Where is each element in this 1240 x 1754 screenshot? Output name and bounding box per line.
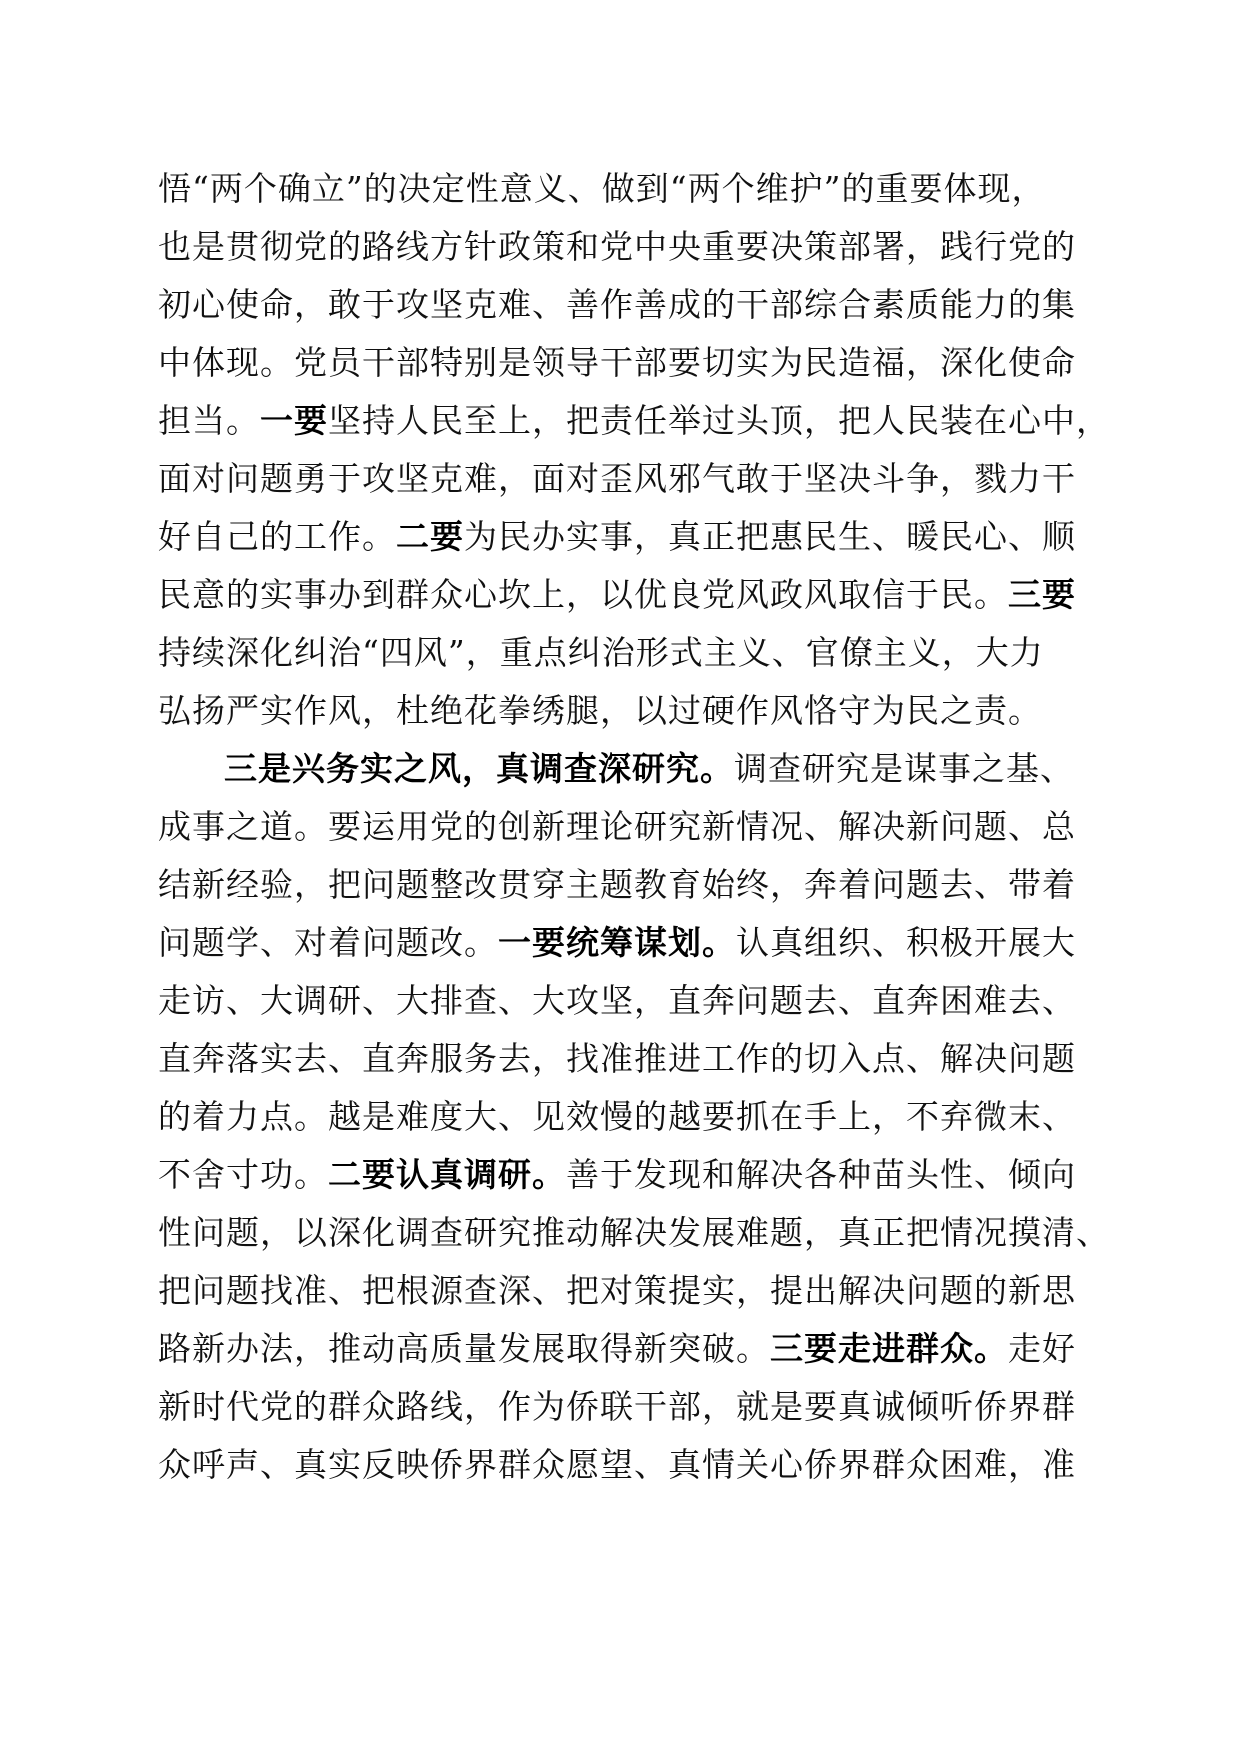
text-line <box>158 276 1078 334</box>
text-run: 民意的实事办到群众心坎上，以优良党风政风取信于民。 <box>158 575 1008 614</box>
text-run: 悟“两个确立”的决定性意义、做到“两个维护”的重要体现， <box>158 169 1046 208</box>
text-run: 中体现。党员干部特别是领导干部要切实为民造福，深化使命 <box>158 343 1076 382</box>
text-line <box>158 1320 1078 1378</box>
text-run: 性问题，以深化调查研究推动解决发展难题，真正把情况摸清、 <box>158 1213 1110 1252</box>
text-run: 担当。 <box>158 401 260 440</box>
text-run: 坚持人民至上，把责任举过头顶，把人民装在心中， <box>328 401 1110 440</box>
text-run: 新时代党的群众路线，作为侨联干部，就是要真诚倾听侨界群 <box>158 1387 1076 1426</box>
paragraph-2 <box>158 740 1110 1494</box>
text-run: 也是贯彻党的路线方针政策和党中央重要决策部署，践行党的 <box>158 227 1076 266</box>
text-line <box>158 392 1110 450</box>
bold-keyword: 三要 <box>1008 575 1076 614</box>
text-run: 成事之道。要运用党的创新理论研究新情况、解决新问题、总 <box>158 807 1076 846</box>
text-line <box>158 624 1078 682</box>
text-line <box>158 160 1078 218</box>
document-body <box>158 160 1110 1494</box>
text-line <box>158 856 1078 914</box>
text-run: 问题学、对着问题改。 <box>158 923 498 962</box>
text-run: 走访、大调研、大排查、大攻坚，直奔问题去、直奔困难去、 <box>158 981 1076 1020</box>
text-line <box>158 798 1078 856</box>
text-run: 调查研究是谋事之基、 <box>734 749 1074 788</box>
text-run: 把问题找准、把根源查深、把对策提实，提出解决问题的新思 <box>158 1271 1076 1310</box>
text-run: 面对问题勇于攻坚克难，面对歪风邪气敢于坚决斗争，戮力干 <box>158 459 1076 498</box>
text-line <box>158 1146 1078 1204</box>
text-run: 善于发现和解决各种苗头性、倾向 <box>566 1155 1076 1194</box>
text-run: 的着力点。越是难度大、见效慢的越要抓在手上，不弃微末、 <box>158 1097 1076 1136</box>
text-run: 结新经验，把问题整改贯穿主题教育始终，奔着问题去、带着 <box>158 865 1076 904</box>
text-run: 路新办法，推动高质量发展取得新突破。 <box>158 1329 770 1368</box>
text-line <box>158 1088 1078 1146</box>
section-heading: 三是兴务实之风，真调查深研究。 <box>224 749 734 788</box>
text-line <box>158 218 1078 276</box>
bold-keyword: 三要走进群众。 <box>770 1329 1008 1368</box>
text-line <box>158 740 1078 798</box>
bold-keyword: 二要认真调研。 <box>328 1155 566 1194</box>
text-run: 弘扬严实作风，杜绝花拳绣腿，以过硬作风恪守为民之责。 <box>158 691 1042 730</box>
text-line <box>158 508 1078 566</box>
text-run: 不舍寸功。 <box>158 1155 328 1194</box>
text-run: 众呼声、真实反映侨界群众愿望、真情关心侨界群众困难，准 <box>158 1445 1076 1484</box>
paragraph-1 <box>158 160 1110 740</box>
text-run: 直奔落实去、直奔服务去，找准推进工作的切入点、解决问题 <box>158 1039 1076 1078</box>
text-run: 持续深化纠治“四风”，重点纠治形式主义、官僚主义，大力 <box>158 633 1044 672</box>
text-line <box>158 1378 1078 1436</box>
text-run: 走好 <box>1008 1329 1076 1368</box>
text-line <box>158 450 1078 508</box>
text-run: 好自己的工作。 <box>158 517 396 556</box>
text-run: 认真组织、积极开展大 <box>736 923 1076 962</box>
text-line <box>158 972 1078 1030</box>
bold-keyword: 二要 <box>396 517 464 556</box>
text-line <box>158 334 1078 392</box>
text-line <box>158 1262 1078 1320</box>
text-line <box>158 914 1078 972</box>
text-line <box>158 1204 1110 1262</box>
bold-keyword: 一要 <box>260 401 328 440</box>
bold-keyword: 一要统筹谋划。 <box>498 923 736 962</box>
text-line <box>158 682 1078 740</box>
text-line <box>158 566 1078 624</box>
text-line <box>158 1030 1078 1088</box>
text-line <box>158 1436 1078 1494</box>
text-run: 为民办实事，真正把惠民生、暖民心、顺 <box>464 517 1076 556</box>
text-run: 初心使命，敢于攻坚克难、善作善成的干部综合素质能力的集 <box>158 285 1076 324</box>
